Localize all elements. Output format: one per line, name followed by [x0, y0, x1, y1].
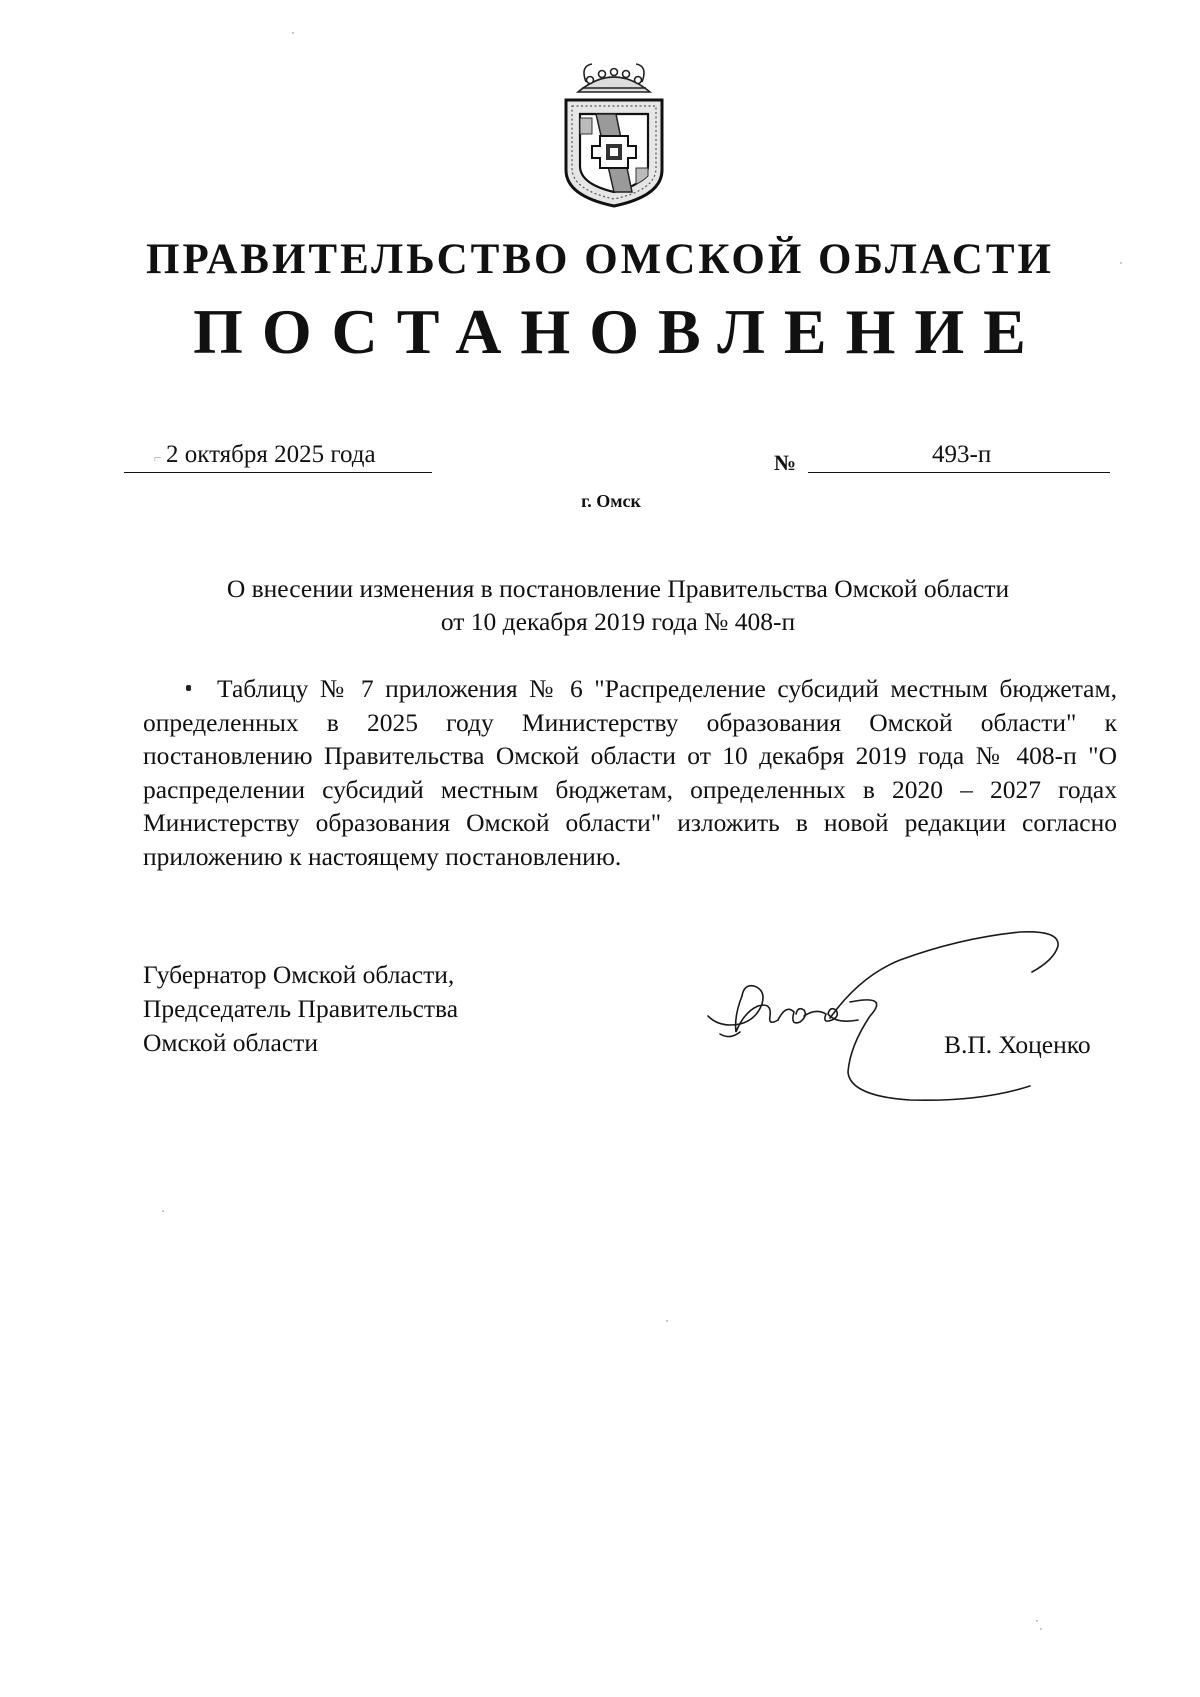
document-type-title: ПОСТАНОВЛЕНИЕ — [193, 296, 1045, 367]
scan-speck — [292, 32, 294, 34]
scan-speck — [666, 1320, 668, 1322]
date-field — [124, 438, 432, 473]
coat-of-arms-icon — [556, 58, 672, 208]
scan-speck — [1120, 262, 1122, 264]
position-line-3: Омской области — [143, 1028, 318, 1057]
government-title: ПРАВИТЕЛЬСТВО ОМСКОЙ ОБЛАСТИ — [146, 236, 1054, 283]
scan-speck — [1036, 1620, 1038, 1622]
position-line-1: Губернатор Омской области, — [143, 960, 455, 989]
pen-mark-icon: ⌐ — [154, 450, 162, 465]
document-subject — [150, 572, 1086, 638]
scan-speck — [1040, 1628, 1042, 1630]
scan-speck — [162, 1210, 164, 1212]
number-sign-label: № — [774, 450, 797, 475]
subject-line-2: от 10 декабря 2019 года № 408-п — [440, 607, 796, 636]
subject-line-1: О внесении изменения в постановление Правительства Омской области — [226, 574, 1010, 603]
signatory-position — [143, 958, 458, 1060]
number-field — [808, 438, 1110, 473]
body-paragraph: Таблицу № 7 приложения № 6 "Распределение субсидий местным бюджетам, определенных в 2025 году Министерству образования Омской области" к постановлению Правительства Омской области от 10 декабря 2019 года № 408-п "О распределении субсидий местным бюджетам, определенных в 2020 – 2027 годах Министерству образования Омской области" изложить в новой редакции согласно приложению к настоящему постановлению. — [143, 674, 1117, 871]
signatory-name: В.П. Хоценко — [944, 1030, 1091, 1059]
document-date: 2 октября 2025 года — [166, 441, 376, 468]
document-number: 493-п — [932, 441, 992, 468]
city-label: г. Омск — [581, 491, 641, 511]
handwritten-signature-icon — [700, 916, 1120, 1106]
position-line-2: Председатель Правительства — [143, 994, 459, 1023]
